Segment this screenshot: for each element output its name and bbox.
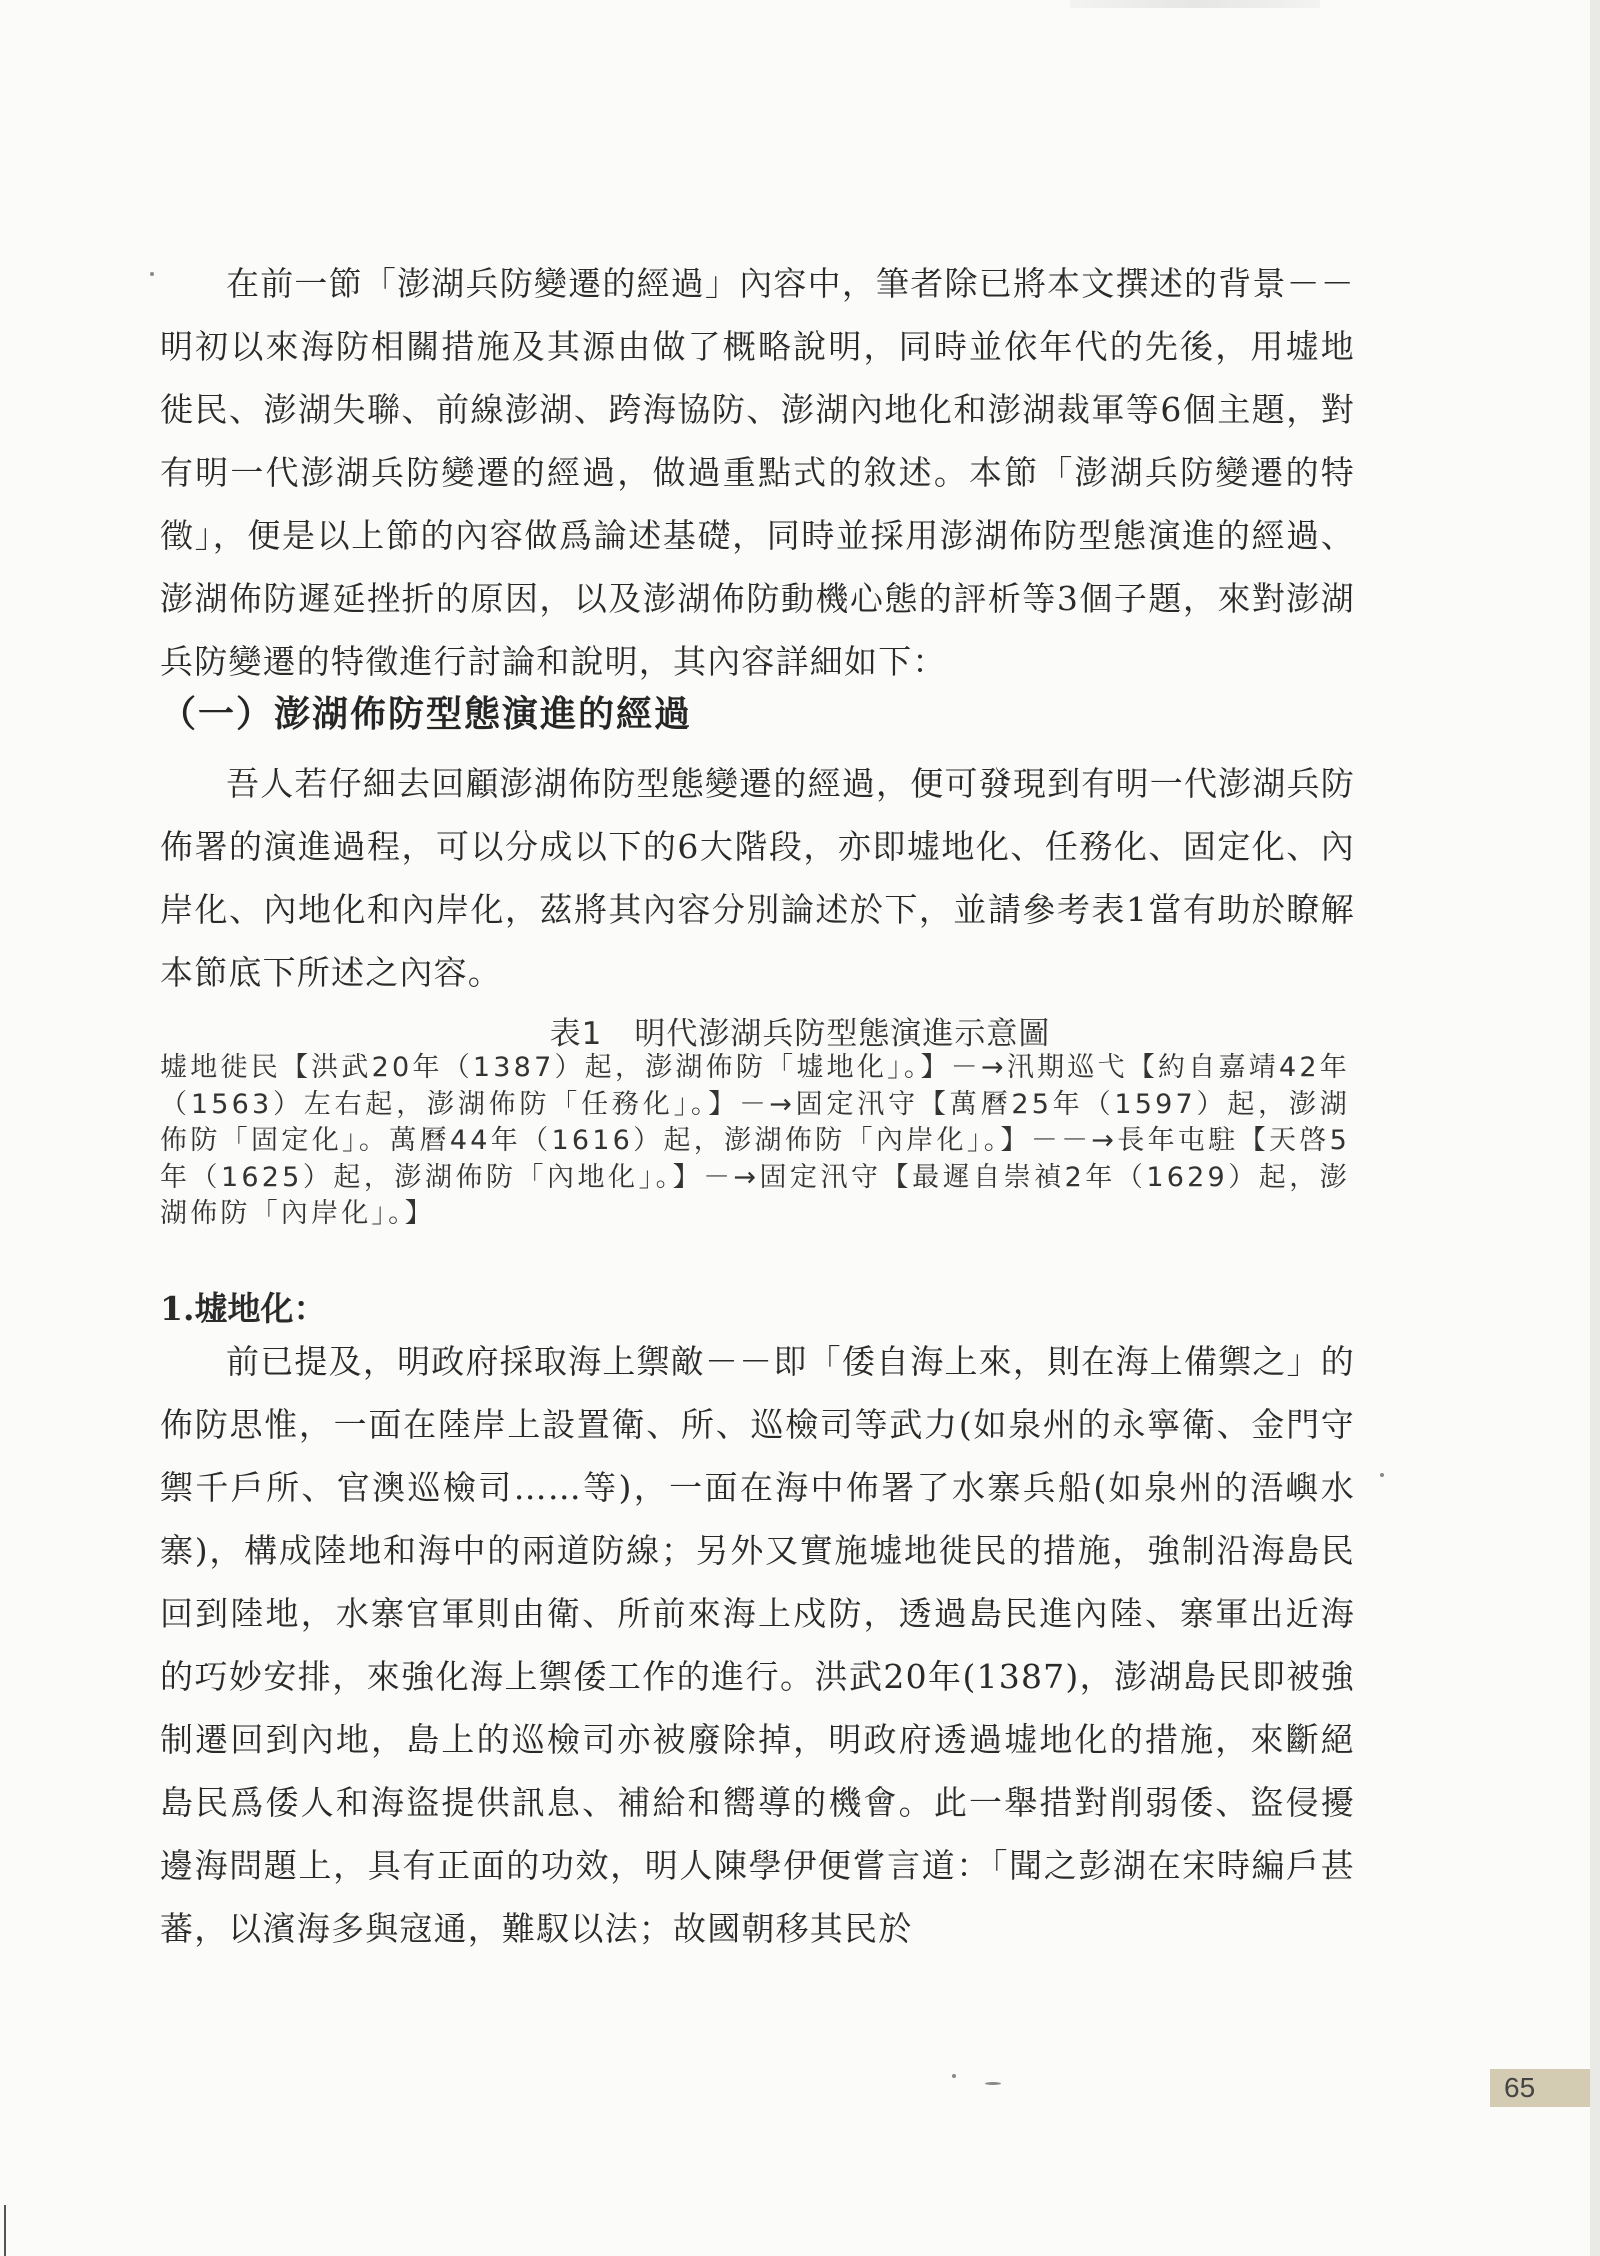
scan-dust bbox=[952, 2074, 956, 2078]
scan-dust bbox=[150, 272, 154, 276]
page-edge bbox=[1590, 0, 1600, 2256]
subsection-heading: 1.墟地化： bbox=[160, 1289, 327, 1328]
section-heading: （一）澎湖佈防型態演進的經過 bbox=[160, 694, 693, 735]
intro-paragraph: 在前一節「澎湖兵防變遷的經過」內容中，筆者除已將本文撰述的背景－－明初以來海防相關措施及其源由做了概略說明，同時並依年代的先後，用墟地徙民、澎湖失聯、前線澎湖、跨海協防、澎湖內地化和澎湖裁軍等6個主題，對有明一代澎湖兵防變遷的經過，做過重點式的敘述。本節「澎湖兵防變遷的特徵」，便是以上節的內容做爲論述基礎，同時並採用澎湖佈防型態演進的經過、澎湖佈防遲延挫折的原因，以及澎湖佈防動機心態的評析等3個子題，來對澎湖兵防變遷的特徵進行討論和說明，其內容詳細如下： bbox=[160, 264, 1355, 681]
table-body: 墟地徙民【洪武20年（1387）起，澎湖佈防「墟地化」。】－→汛期巡弋【約自嘉靖42年（1563）左右起，澎湖佈防「任務化」。】－→固定汛守【萬曆25年（1597）起，澎湖佈防「固定化」。萬曆44年（1616）起，澎湖佈防「內岸化」。】－－→長年屯駐【天啓5年（1625）起，澎湖佈防「內地化」。】－→固定汛守【最遲自崇禎2年（1629）起，澎湖佈防「內岸化」。】 bbox=[160, 1052, 1350, 1229]
subsection-paragraph: 前已提及，明政府採取海上禦敵－－即「倭自海上來，則在海上備禦之」的佈防思惟，一面在陸岸上設置衛、所、巡檢司等武力(如泉州的永寧衛、金門守禦千戶所、官澳巡檢司……等)，一面在海中佈署了水寨兵船(如泉州的浯嶼水寨)，構成陸地和海中的兩道防線；另外又實施墟地徙民的措施，強制沿海島民回到陸地，水寨官軍則由衛、所前來海上戍防，透過島民進內陸、寨軍出近海的巧妙安排，來強化海上禦倭工作的進行。洪武20年(1387)，澎湖島民即被強制遷回到內地，島上的巡檢司亦被廢除掉，明政府透過墟地化的措施，來斷絕島民爲倭人和海盜提供訊息、補給和嚮導的機會。此一舉措對削弱倭、盜侵擾邊海問題上，具有正面的功效，明人陳學伊便嘗言道：「聞之彭湖在宋時編戶甚蕃，以濱海多與寇通，難馭以法；故國朝移其民於 bbox=[160, 1342, 1355, 1948]
section-paragraph: 吾人若仔細去回顧澎湖佈防型態變遷的經過，便可發現到有明一代澎湖兵防佈署的演進過程，可以分成以下的6大階段，亦即墟地化、任務化、固定化、內岸化、內地化和內岸化，茲將其內容分別論述於下，並請參考表1當有助於瞭解本節底下所述之內容。 bbox=[160, 764, 1355, 992]
page-number-tab bbox=[1490, 2069, 1590, 2107]
scan-mark bbox=[4, 2205, 6, 2256]
table-caption: 表1 明代澎湖兵防型態演進示意圖 bbox=[549, 1016, 1051, 1052]
page-number: 65 bbox=[1504, 2072, 1536, 2103]
scan-dust bbox=[1380, 1473, 1384, 1477]
scan-smudge bbox=[1070, 0, 1320, 8]
scan-dust bbox=[985, 2082, 1001, 2085]
